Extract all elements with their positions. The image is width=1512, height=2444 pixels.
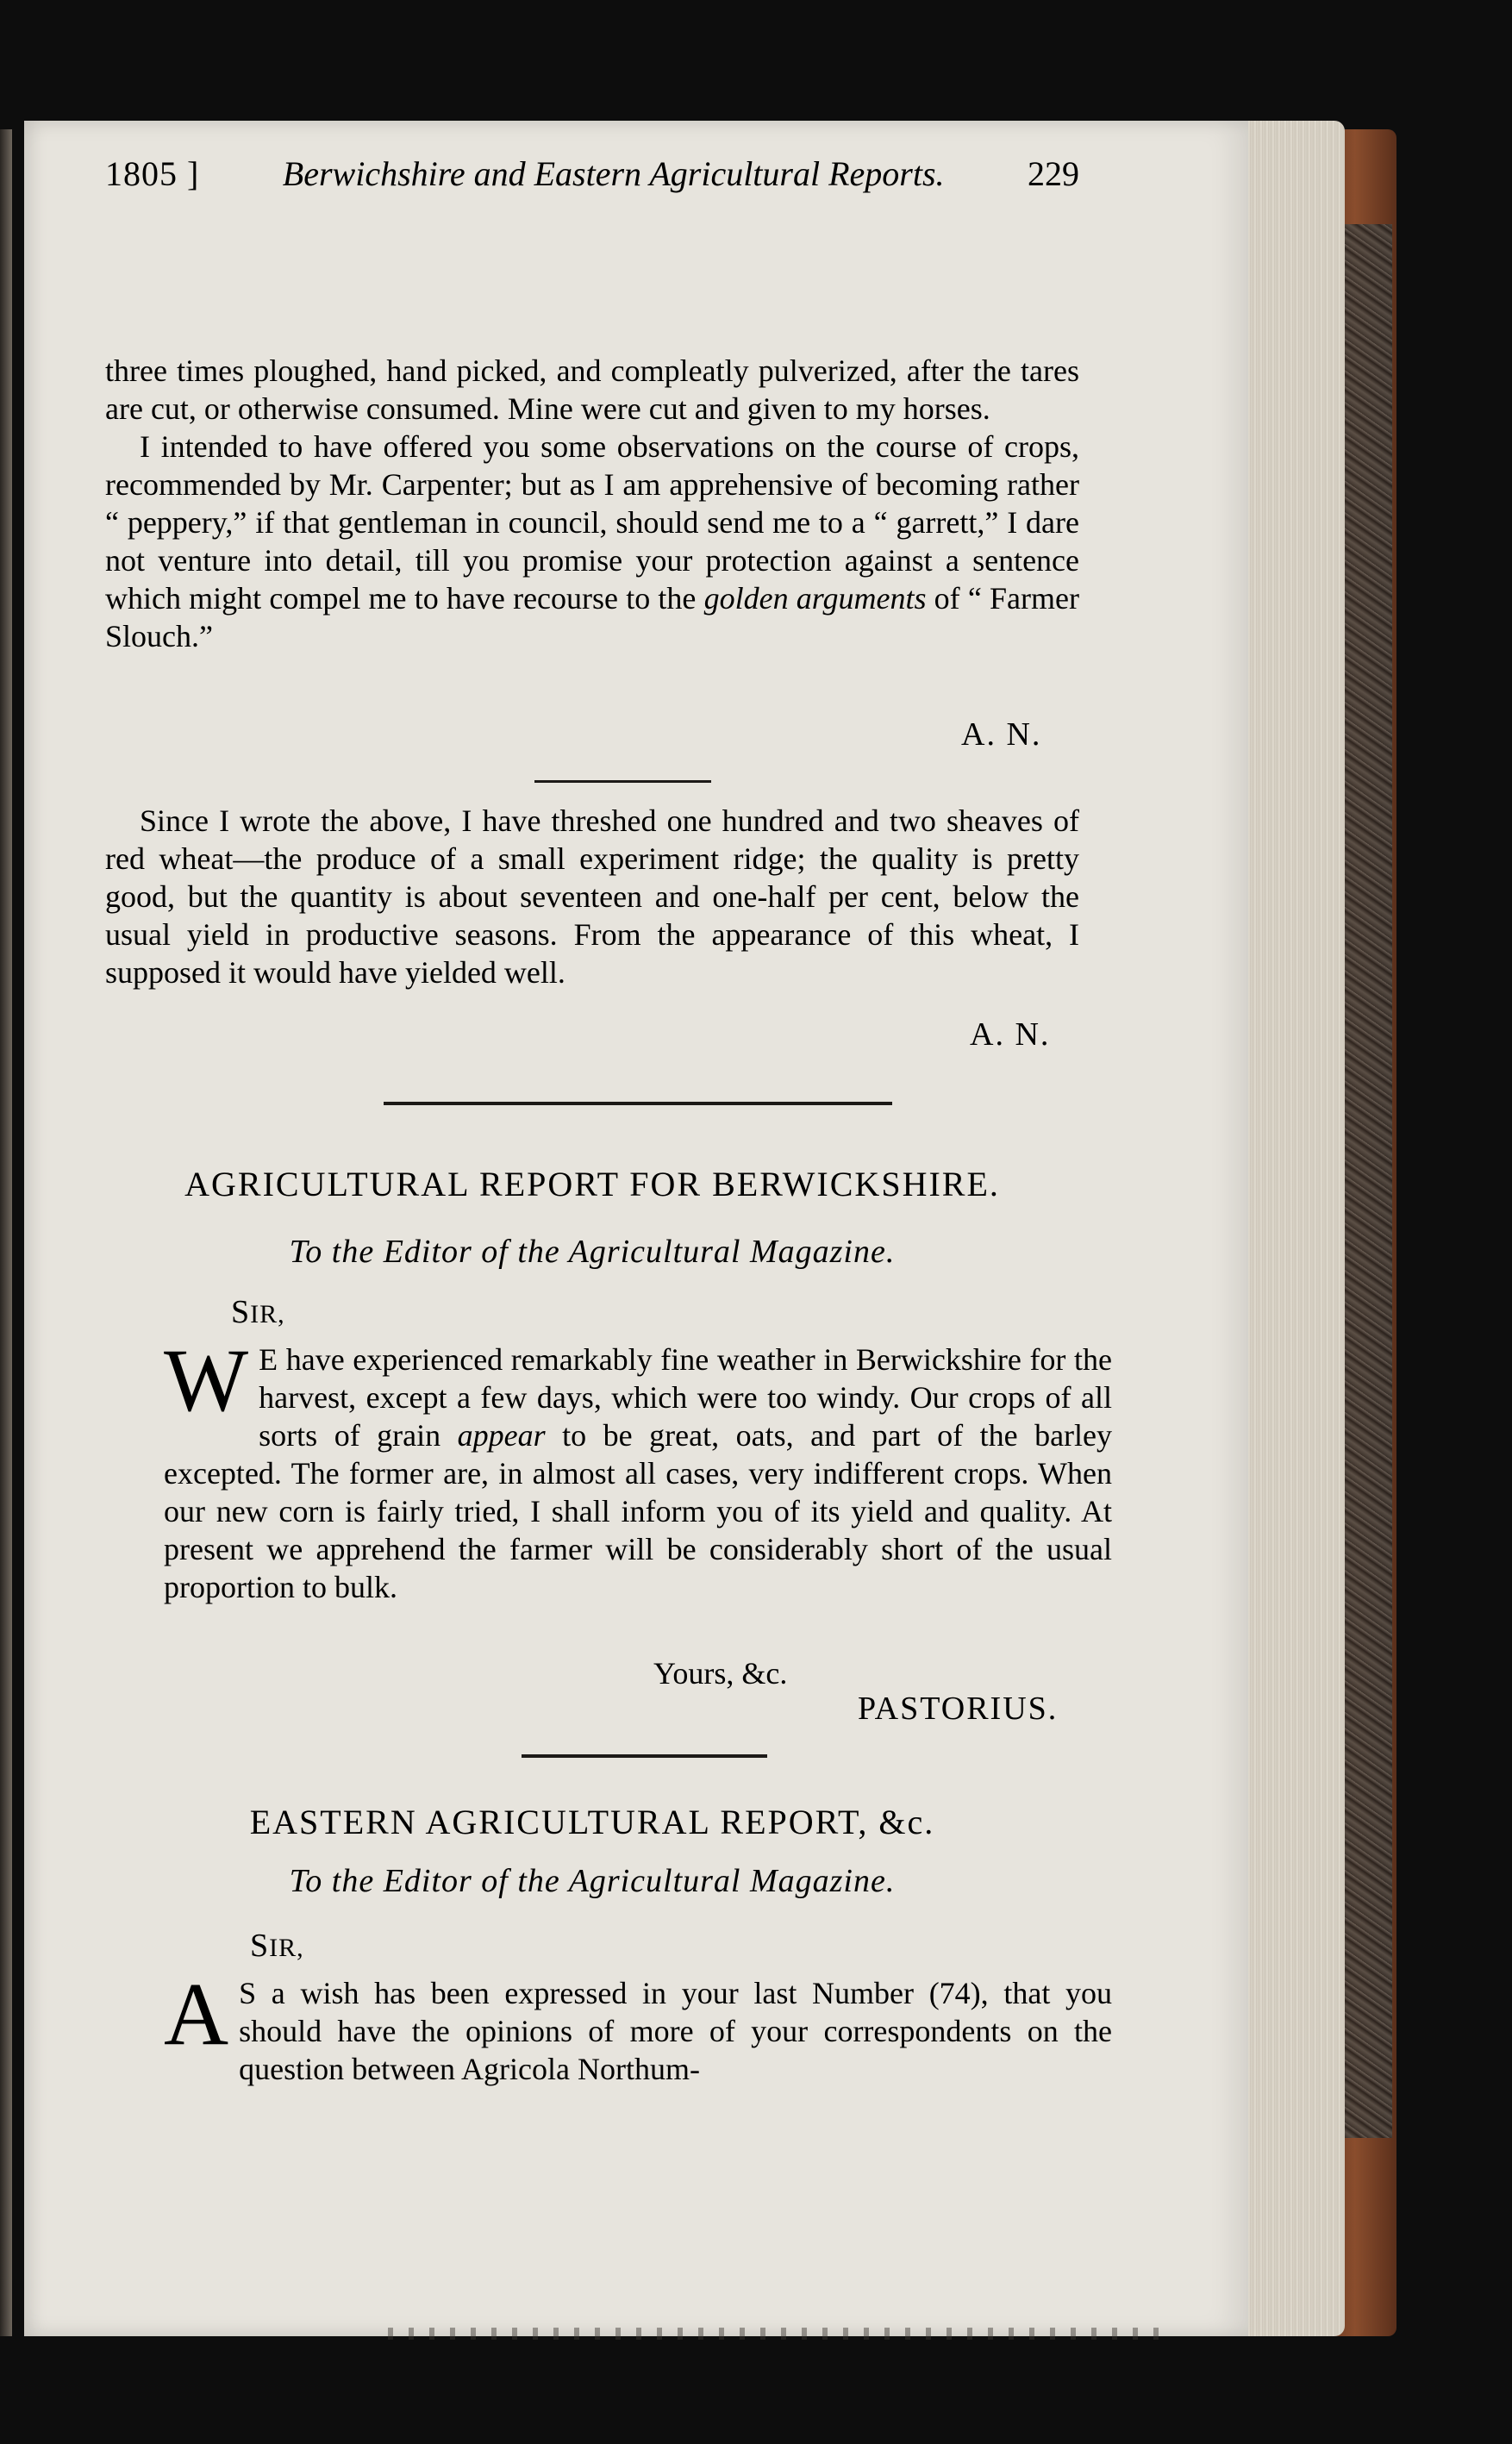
berwickshire-editor-line: To the Editor of the Agricultural Magazine. <box>289 1234 896 1270</box>
signature-an-2: A. N. <box>970 1016 1051 1053</box>
salutation-rest: IR, <box>269 1934 304 1962</box>
letter-continuation <box>105 352 1079 655</box>
paragraph-2 <box>105 428 1079 655</box>
book-left-edge <box>0 129 12 2336</box>
paragraph-2-end: of “ Farmer Slouch.” <box>105 581 1079 653</box>
header-year: 1805 ] <box>105 154 200 193</box>
postscript <box>105 802 1079 991</box>
eastern-report-title: EASTERN AGRICULTURAL REPORT, &c. <box>249 1803 935 1841</box>
page-number: 229 <box>1028 154 1079 193</box>
drop-cap-a: A <box>164 1965 229 2064</box>
salutation-initial: S <box>250 1928 270 1964</box>
short-rule <box>534 780 711 783</box>
paragraph-1: three times ploughed, hand picked, and compleatly pulverized, after the tares are cut, or otherwise consumed. Mine were cut and given to my horses. <box>105 353 1079 426</box>
page-bottom-edge <box>388 2328 1164 2340</box>
berwickshire-report-title: AGRICULTURAL REPORT FOR BERWICKSHIRE. <box>184 1165 1000 1203</box>
postscript-text: Since I wrote the above, I have threshed one hundred and two sheaves of red wheat—the produce of a small experiment ridge; the quality is pretty good, but the quantity is about seventeen and one-half per cent, below the usual yield in productive seasons. From the appearance of this wheat, I supposed it would have yielded well. <box>105 803 1079 990</box>
section-rule-2 <box>522 1754 767 1758</box>
golden-arguments: golden arguments <box>703 581 927 616</box>
appear-italic: appear <box>457 1418 546 1453</box>
body-text: S a wish has been expressed in your last Number (74), that you should have the opinions of more of your correspondents on the question between Agricola Northum- <box>239 1976 1112 2086</box>
closing-yours: Yours, &c. <box>653 1656 788 1691</box>
eastern-salutation <box>250 1927 304 1965</box>
header-title: Berwichshire and Eastern Agricultural Reports. <box>282 154 945 193</box>
section-rule-1 <box>384 1102 892 1105</box>
salutation-initial: S <box>231 1294 251 1330</box>
drop-cap-w: W <box>164 1331 249 1430</box>
body-text: E have experienced remarkably fine weather in Berwickshire for the harvest, except a few days, which were too windy. Our crops of all sorts of grain <box>259 1342 1112 1453</box>
signature-an-1: A. N. <box>961 716 1042 753</box>
running-header <box>105 153 1079 194</box>
page-stack-edges <box>1233 121 1345 2336</box>
signature-pastorius: PASTORIUS. <box>858 1691 1059 1727</box>
body-text-end: to be great, oats, and part of the barley excepted. The former are, in almost all cases, very indifferent crops. When our new corn is fairly tried, I shall inform you of its yield and quality. At present we apprehend the farmer will be considerably short of the usual proportion to bulk. <box>164 1418 1113 1604</box>
paragraph-2-text: I intended to have offered you some observations on the course of crops, recommended by Mr. Carpenter; but as I am apprehensive of becoming rather “ peppery,” if that gentleman in council, should send me to a “ garrett,” I dare not venture into detail, till you promise your protection against a sentence which might compel me to have recourse to the <box>105 429 1079 616</box>
eastern-editor-line: To the Editor of the Agricultural Magazine. <box>289 1863 896 1899</box>
eastern-letter-body <box>164 1965 1112 2088</box>
berwickshire-salutation <box>231 1293 285 1331</box>
marbled-endpaper <box>1345 224 1392 2138</box>
berwickshire-letter-body <box>164 1331 1113 1606</box>
salutation-rest: IR, <box>250 1300 285 1328</box>
